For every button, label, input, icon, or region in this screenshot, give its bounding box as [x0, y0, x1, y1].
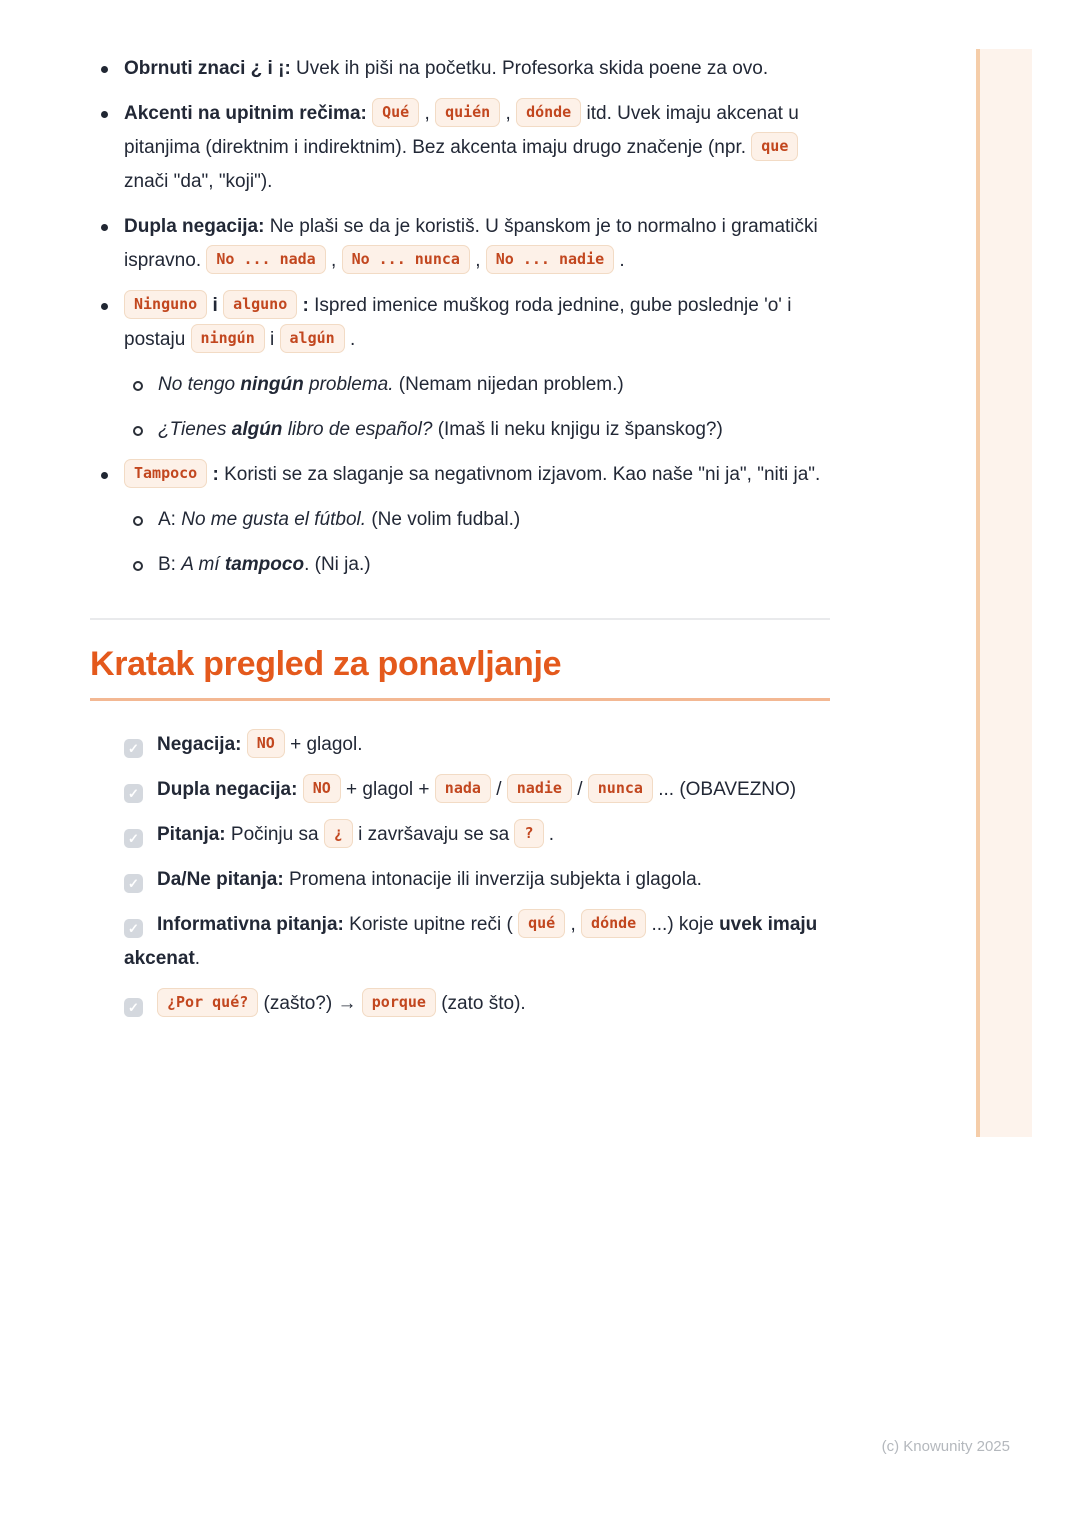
- text-segment: ...) koje: [646, 914, 720, 935]
- section-heading: Kratak pregled za ponavljanje: [90, 647, 830, 701]
- text-segment: Počinju sa: [230, 824, 324, 845]
- inline-code-badge: quién: [435, 98, 500, 127]
- sub-list-item: [124, 503, 830, 537]
- text-segment: .: [543, 824, 555, 845]
- text-segment: A mí: [181, 554, 225, 575]
- text-segment: Dupla negacija:: [124, 216, 270, 237]
- inline-code-badge: No ... nunca: [342, 245, 470, 274]
- inline-code-badge: Qué: [372, 98, 419, 127]
- text-segment: ,: [500, 103, 517, 124]
- inline-code-badge: Tampoco: [124, 459, 207, 488]
- list-item: [90, 210, 830, 278]
- checklist-item: [90, 728, 830, 762]
- text-segment: Koristi se za slaganje sa negativnom izjavom. Kao naše "ni ja", "niti ja".: [218, 464, 821, 485]
- text-segment: Dupla negacija:: [157, 779, 303, 800]
- review-checklist: [90, 728, 830, 1021]
- inline-code-badge: algún: [280, 324, 345, 353]
- checkbox-checked-icon: ✓: [124, 829, 143, 848]
- text-segment: + glagol.: [284, 734, 363, 755]
- inline-code-badge: dónde: [581, 909, 646, 938]
- text-segment: (Ne volim fudbal.): [366, 509, 521, 530]
- text-segment: No tengo: [158, 374, 241, 395]
- text-segment: Negacija:: [157, 734, 247, 755]
- inline-code-badge: ¿Por qué?: [157, 988, 258, 1017]
- text-segment: ,: [469, 250, 486, 271]
- text-segment: ,: [325, 250, 342, 271]
- text-segment: .: [194, 948, 201, 969]
- sub-list-item: [124, 548, 830, 582]
- text-segment: Promena intonacije ili inverzija subjekta i glagola.: [288, 869, 702, 890]
- inline-code-badge: porque: [362, 988, 436, 1017]
- inline-code-badge: nadie: [507, 774, 572, 803]
- text-segment: Uvek ih piši na početku. Profesorka skida poene za ovo.: [290, 58, 769, 79]
- inline-code-badge: ?: [514, 819, 543, 848]
- inline-code-badge: NO: [247, 729, 285, 758]
- text-segment: ningún: [240, 374, 304, 395]
- text-segment: uvek imaju akcenat: [124, 914, 818, 969]
- text-segment: (Imaš li neku knjigu iz španskog?): [432, 419, 723, 440]
- checkbox-checked-icon: ✓: [124, 874, 143, 893]
- text-segment: (Nemam nijedan problem.): [393, 374, 624, 395]
- list-item: [90, 97, 830, 199]
- section-divider: [90, 618, 830, 620]
- inline-code-badge: qué: [518, 909, 565, 938]
- text-segment: ¿Tienes: [158, 419, 232, 440]
- inline-code-badge: NO: [303, 774, 341, 803]
- text-segment: tampoco: [224, 554, 305, 575]
- text-segment: .: [344, 329, 356, 350]
- sub-list-item: [124, 413, 830, 447]
- text-segment: itd. Uvek imaju akcenat u pitanjima (direktnim i indirektnim). Bez akcenta imaju drugo značenje (npr.: [124, 103, 799, 158]
- text-segment: (zato što).: [435, 993, 526, 1014]
- inline-code-badge: dónde: [516, 98, 581, 127]
- text-segment: /: [571, 779, 588, 800]
- checklist-item: [90, 863, 830, 897]
- sub-list: [124, 368, 830, 447]
- checkbox-checked-icon: ✓: [124, 739, 143, 758]
- text-segment: problema.: [303, 374, 394, 395]
- checklist-item: [90, 908, 830, 976]
- text-segment: i: [264, 329, 280, 350]
- text-segment: ... (OBAVEZNO): [652, 779, 797, 800]
- checklist-item: [90, 987, 830, 1021]
- text-segment: znači "da", "koji").: [124, 171, 273, 192]
- text-segment: ,: [419, 103, 436, 124]
- text-segment: .: [614, 250, 625, 271]
- text-segment: Ispred imenice muškog roda jednine, gube poslednje 'o' i postaju: [124, 295, 792, 350]
- inline-code-badge: nunca: [588, 774, 653, 803]
- inline-code-badge: No ... nada: [206, 245, 325, 274]
- list-item: [90, 289, 830, 447]
- text-segment: i: [207, 295, 224, 316]
- checklist-item: [90, 818, 830, 852]
- list-item: [90, 52, 830, 86]
- page-edge-strip: [976, 49, 1032, 1137]
- inline-code-badge: que: [751, 132, 798, 161]
- text-segment: Koriste upitne reči (: [349, 914, 519, 935]
- inline-code-badge: No ... nadie: [486, 245, 614, 274]
- text-segment: :: [297, 295, 309, 316]
- text-segment: Obrnuti znaci ¿ i ¡:: [124, 58, 291, 79]
- text-segment: /: [490, 779, 507, 800]
- checkbox-checked-icon: ✓: [124, 998, 143, 1017]
- list-item: [90, 458, 830, 582]
- text-segment: A:: [158, 509, 182, 530]
- inline-code-badge: nada: [435, 774, 491, 803]
- text-segment: :: [207, 464, 219, 485]
- sub-list-item: [124, 368, 830, 402]
- text-segment: Pitanja:: [157, 824, 231, 845]
- text-segment: Ne plaši se da je koristiš. U španskom je to normalno i gramatički ispravno.: [124, 216, 818, 271]
- document-content: [90, 52, 830, 1032]
- text-segment: (zašto?) →: [258, 993, 362, 1014]
- inline-code-badge: ningún: [191, 324, 265, 353]
- text-segment: Akcenti na upitnim rečima:: [124, 103, 373, 124]
- text-segment: + glagol +: [340, 779, 435, 800]
- inline-code-badge: Ninguno: [124, 290, 207, 319]
- checkbox-checked-icon: ✓: [124, 784, 143, 803]
- checkbox-checked-icon: ✓: [124, 919, 143, 938]
- text-segment: B:: [158, 554, 182, 575]
- footer-copyright: (c) Knowunity 2025: [881, 1438, 1010, 1455]
- text-segment: algún: [231, 419, 283, 440]
- text-segment: i završavaju se sa: [352, 824, 515, 845]
- text-segment: No me gusta el fútbol.: [181, 509, 367, 530]
- checklist-item: [90, 773, 830, 807]
- text-segment: Da/Ne pitanja:: [157, 869, 289, 890]
- sub-list: [124, 503, 830, 582]
- text-segment: . (Ni ja.): [304, 554, 371, 575]
- text-segment: ,: [565, 914, 582, 935]
- inline-code-badge: ¿: [324, 819, 353, 848]
- inline-code-badge: alguno: [223, 290, 297, 319]
- notes-list: [90, 52, 830, 582]
- text-segment: libro de español?: [282, 419, 433, 440]
- text-segment: Informativna pitanja:: [157, 914, 350, 935]
